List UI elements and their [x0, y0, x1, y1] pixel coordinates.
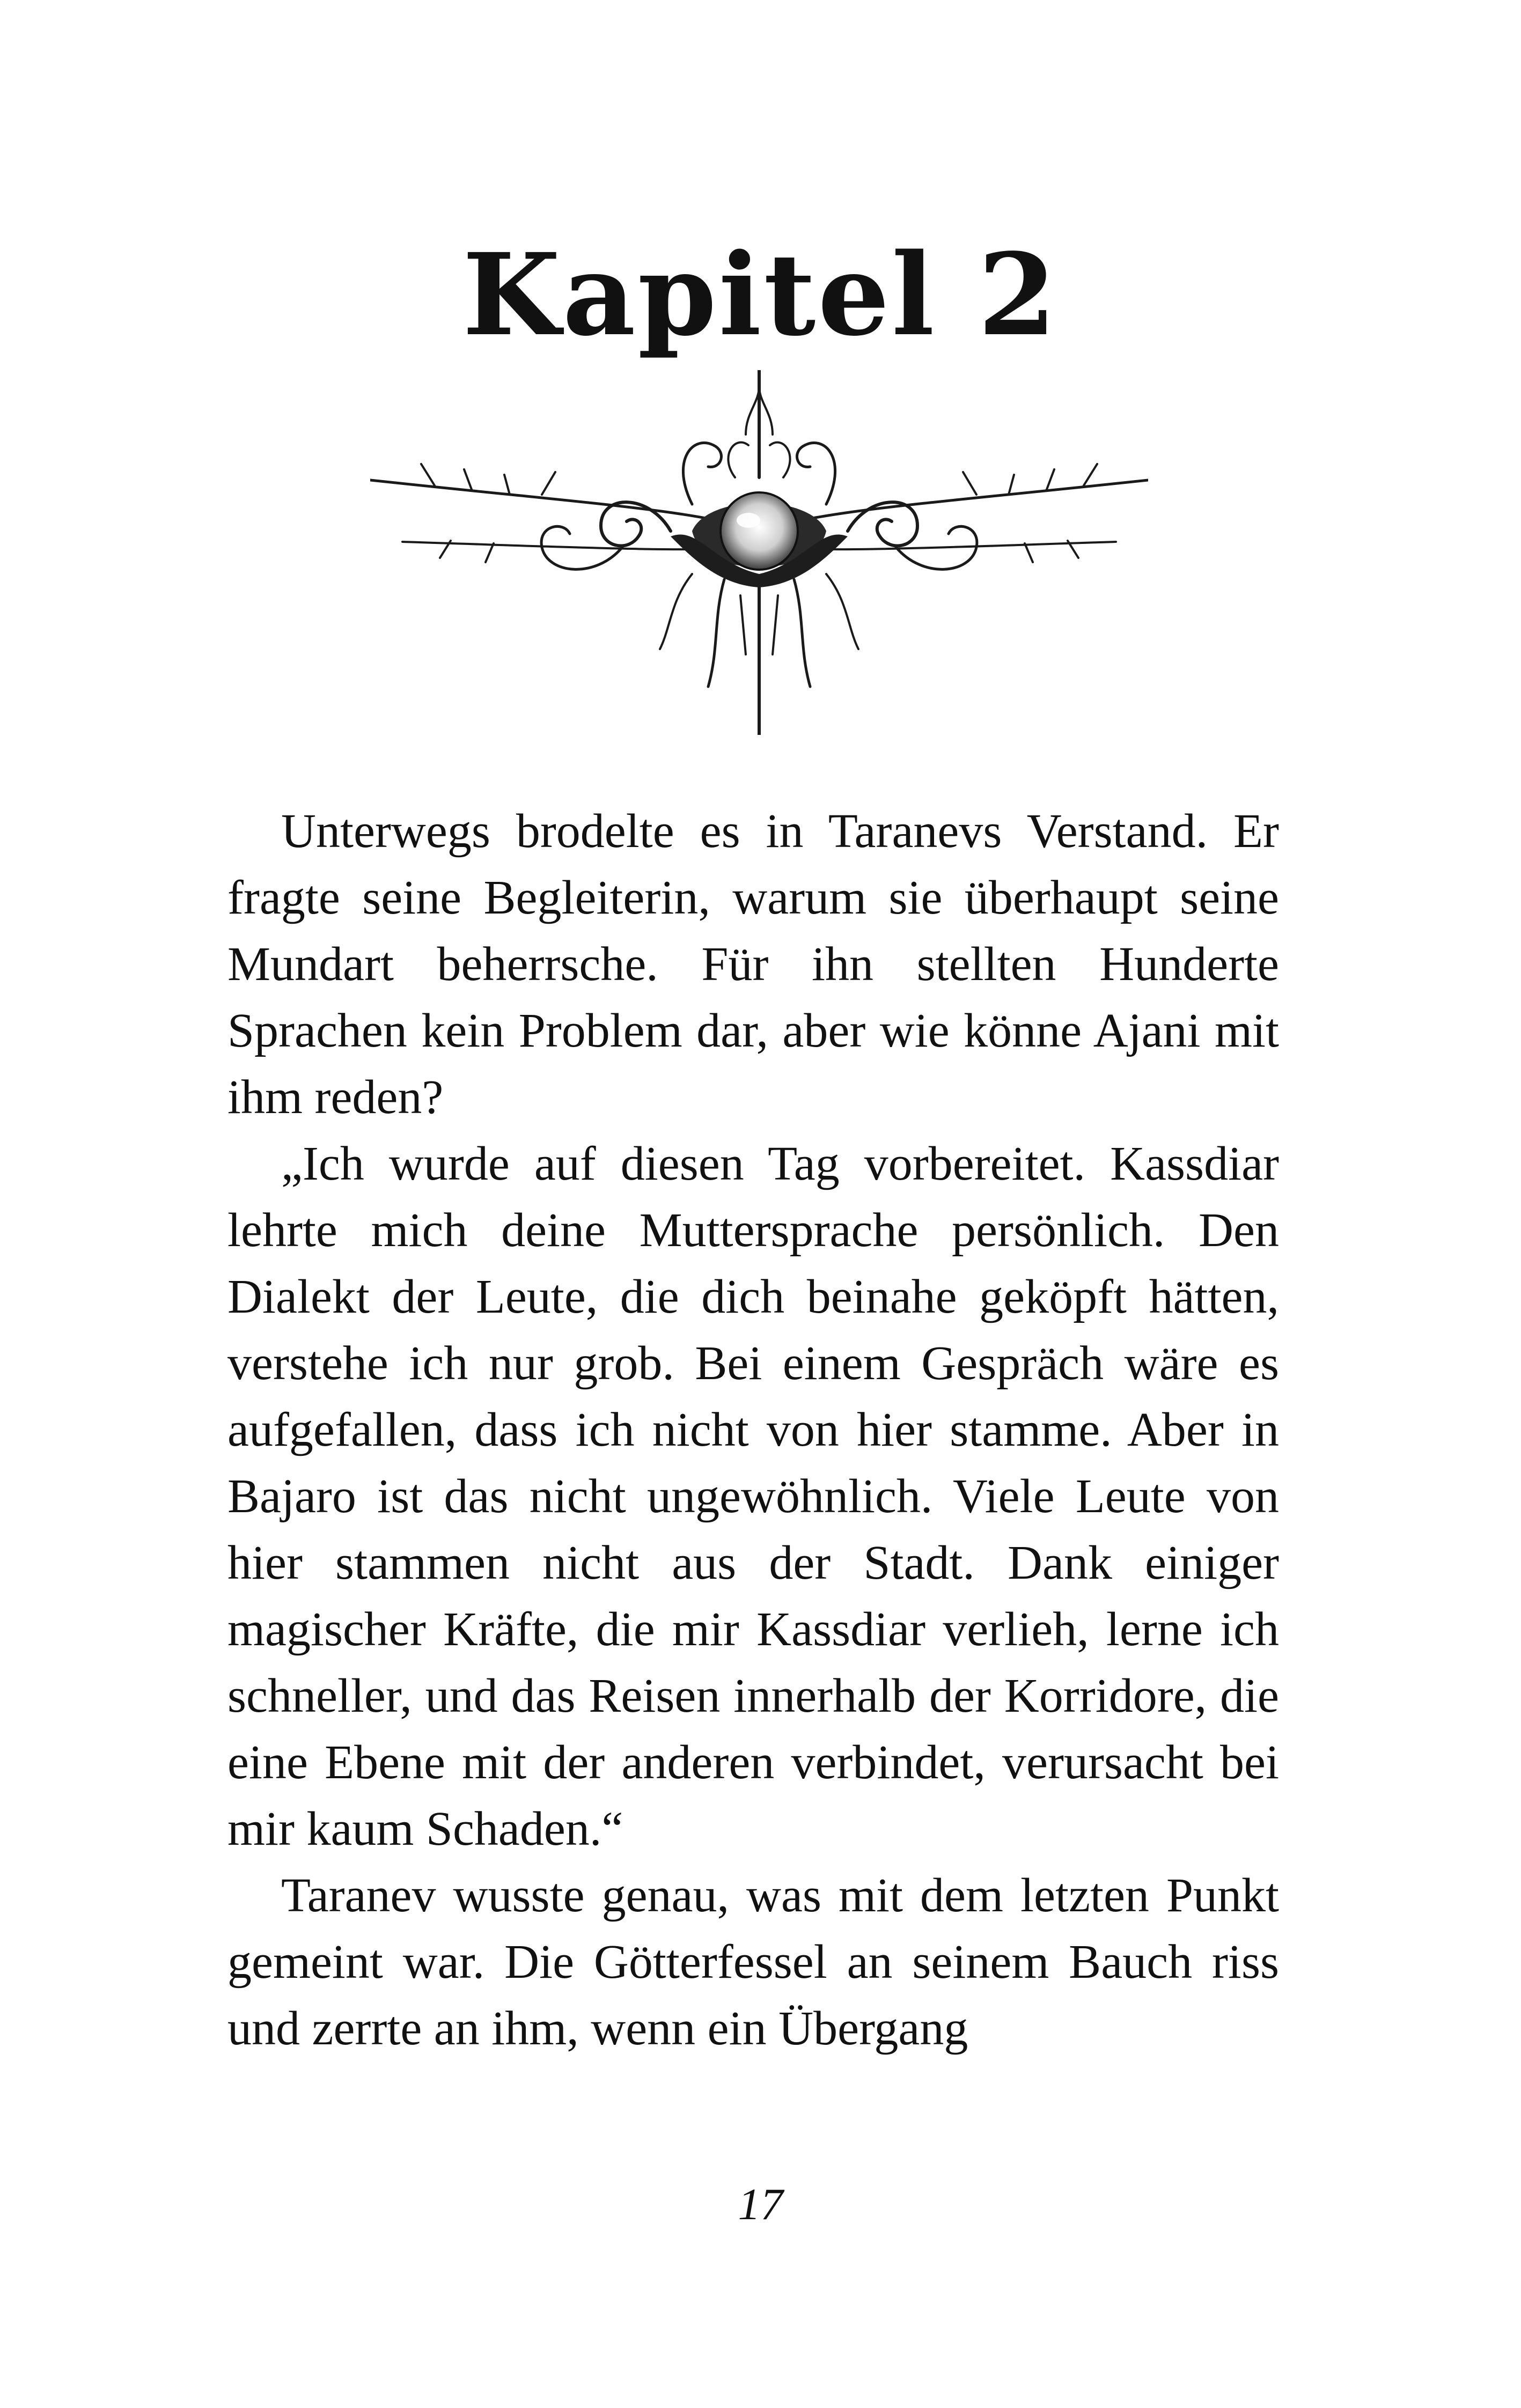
paragraph: Unterwegs brodelte es in Taranevs Verstand. Er fragte seine Begleiterin, warum sie überhaupt seine Mundart beherrsche. Für ihn stellten Hunderte Sprachen kein Problem dar, aber wie könne Ajani mit ihm reden? — [227, 805, 1279, 1124]
page-number: 17 — [738, 2179, 783, 2229]
paragraph: „Ich wurde auf diesen Tag vorbereitet. Kassdiar lehrte mich deine Muttersprache persönlich. Den Dialekt der Leute, die dich beinahe geköpft hätten, verstehe ich nur grob. Bei einem Gespräch wäre es aufgefallen, dass ich nicht von hier stamme. Aber in Bajaro ist das nicht ungewöhnlich. Viele Leute von hier stammen nicht aus der Stadt. Dank einiger magischer Kräfte, die mir Kassdiar verlieh, lerne ich schneller, und das Reisen innerhalb der Korridore, die eine Ebene mit der anderen verbindet, verursacht bei mir kaum Schaden.“ — [227, 1137, 1279, 1855]
gothic-flourish-ornament-icon — [370, 370, 1148, 735]
chapter-title: Kapitel 2 — [462, 229, 1059, 361]
body-text — [227, 798, 1279, 2062]
paragraph: Taranev wusste genau, was mit dem letzten Punkt gemeint war. Die Götterfessel an seinem Bauch riss und zerrte an ihm, wenn ein Übergang — [227, 1869, 1279, 2055]
